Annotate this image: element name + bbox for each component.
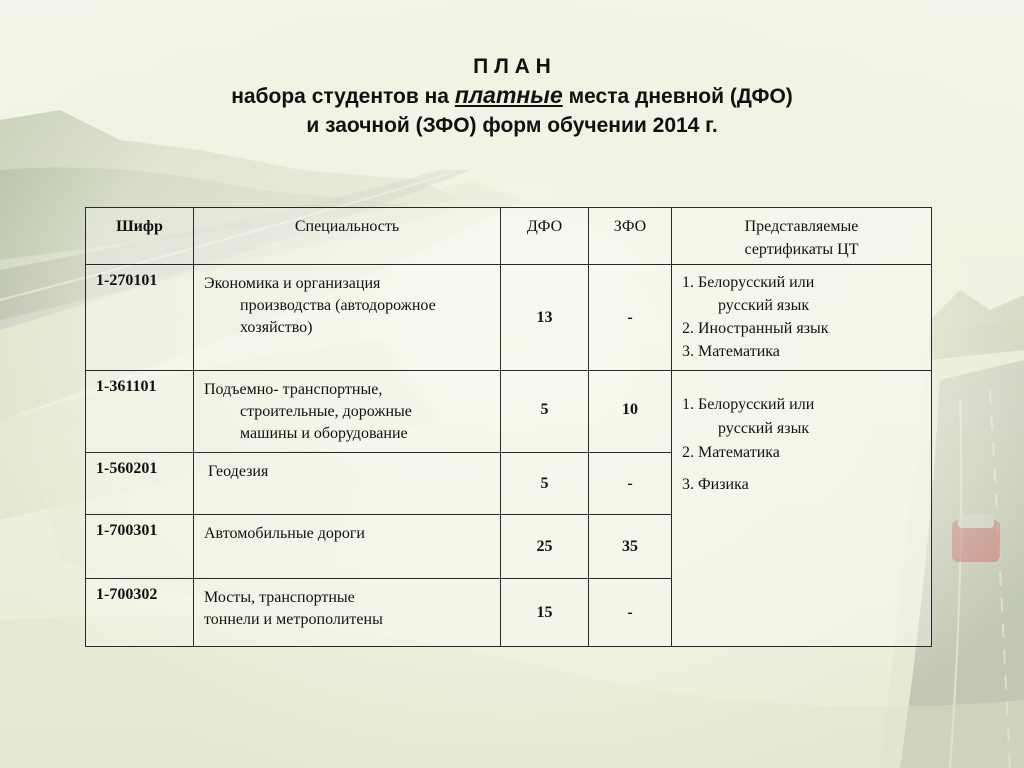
enrollment-plan-table bbox=[85, 207, 932, 647]
header-specialty: Специальность bbox=[194, 208, 501, 265]
certificate-item: 1. Белорусский или bbox=[682, 396, 815, 413]
header-zfo: ЗФО bbox=[589, 208, 672, 265]
row-zfo: - bbox=[589, 265, 672, 371]
title-line-2-start: набора студентов на bbox=[231, 85, 455, 108]
row-dfo: 25 bbox=[501, 515, 589, 579]
certificate-item: русский язык bbox=[718, 420, 810, 437]
header-certificates-line-1: Представляемые bbox=[744, 218, 859, 235]
specialty-line: Автомобильные дороги bbox=[204, 525, 365, 542]
row-code: 1-700302 bbox=[86, 579, 194, 647]
row-code: 1-700301 bbox=[86, 515, 194, 579]
row-zfo: 10 bbox=[589, 371, 672, 453]
row-code: 1-560201 bbox=[86, 453, 194, 515]
row-zfo: 35 bbox=[589, 515, 672, 579]
row-specialty bbox=[194, 579, 501, 647]
certificates-group-1 bbox=[672, 265, 932, 371]
specialty-line: Мосты, транспортные bbox=[204, 589, 355, 606]
row-specialty bbox=[194, 371, 501, 453]
title-line-2-end: места дневной (ДФО) bbox=[562, 85, 793, 108]
header-certificates bbox=[672, 208, 932, 265]
row-specialty bbox=[194, 515, 501, 579]
specialty-line: Экономика и организация bbox=[204, 275, 381, 292]
row-code: 1-361101 bbox=[86, 371, 194, 453]
title-emphasis: платные bbox=[454, 82, 563, 108]
certificate-item: 3. Математика bbox=[682, 343, 780, 360]
table-row bbox=[86, 265, 932, 371]
specialty-line: машины и оборудование bbox=[240, 425, 408, 442]
row-dfo: 5 bbox=[501, 371, 589, 453]
specialty-line: хозяйство) bbox=[240, 319, 313, 336]
specialty-line: производства (автодорожное bbox=[240, 297, 436, 314]
title-line-2 bbox=[0, 81, 1024, 111]
row-code: 1-270101 bbox=[86, 265, 194, 371]
header-dfo: ДФО bbox=[501, 208, 589, 265]
specialty-line: Геодезия bbox=[204, 463, 269, 480]
specialty-line: строительные, дорожные bbox=[240, 403, 412, 420]
title-line-1: П Л А Н bbox=[473, 55, 551, 78]
row-zfo: - bbox=[589, 453, 672, 515]
page-title bbox=[0, 52, 1024, 140]
row-zfo: - bbox=[589, 579, 672, 647]
table-header-row bbox=[86, 208, 932, 265]
row-dfo: 13 bbox=[501, 265, 589, 371]
certificate-item: 1. Белорусский или bbox=[682, 274, 815, 291]
row-dfo: 15 bbox=[501, 579, 589, 647]
specialty-line: Подъемно- транспортные, bbox=[204, 381, 383, 398]
table-row bbox=[86, 371, 932, 453]
certificate-item: русский язык bbox=[718, 297, 810, 314]
specialty-line: тоннели и метрополитены bbox=[204, 611, 383, 628]
certificate-item: 3. Физика bbox=[682, 476, 749, 493]
header-certificates-line-2: сертификаты ЦТ bbox=[744, 241, 859, 258]
row-specialty bbox=[194, 265, 501, 371]
row-specialty bbox=[194, 453, 501, 515]
header-code: Шифр bbox=[86, 208, 194, 265]
certificate-item: 2. Иностранный язык bbox=[682, 320, 829, 337]
title-line-3: и заочной (ЗФО) форм обучении 2014 г. bbox=[306, 114, 718, 137]
certificates-group-2 bbox=[672, 371, 932, 647]
certificate-item: 2. Математика bbox=[682, 444, 780, 461]
row-dfo: 5 bbox=[501, 453, 589, 515]
